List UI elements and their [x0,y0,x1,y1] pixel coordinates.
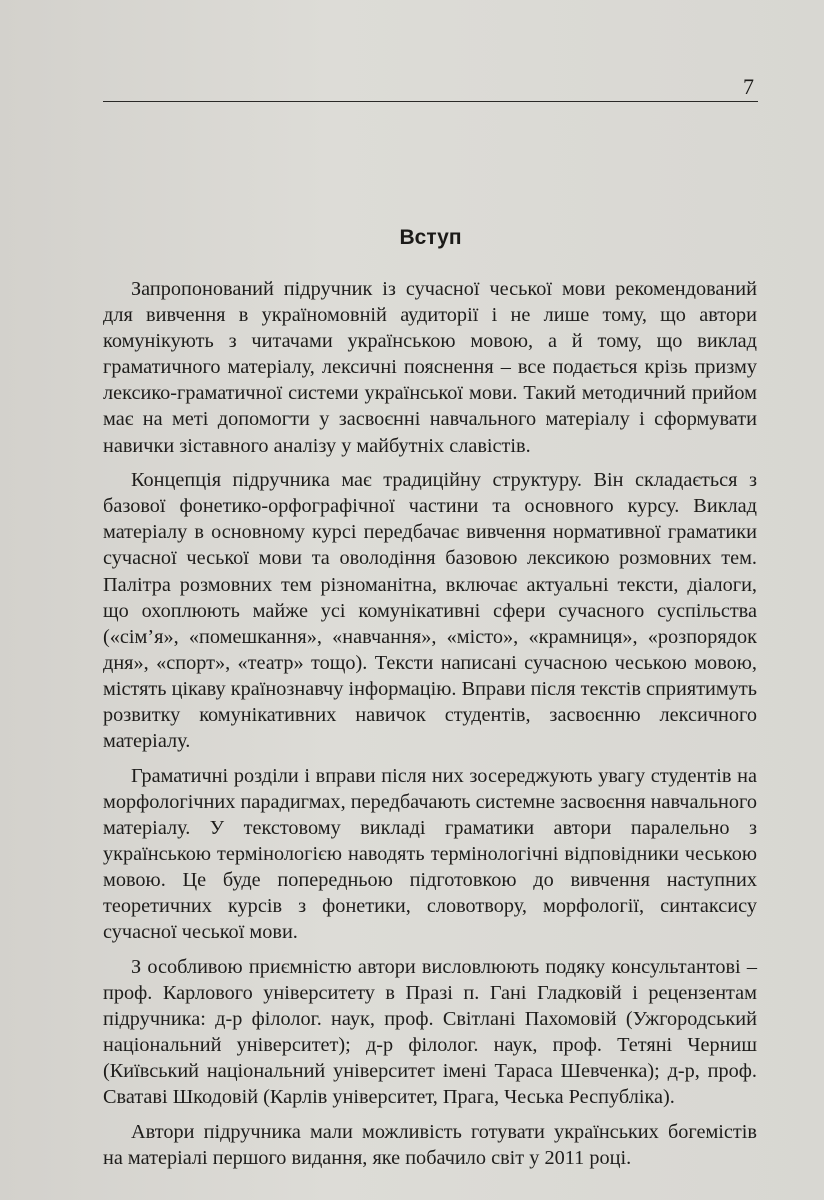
paragraph-first-edition: Автори підручника мали можливість готувати українських богемістів на матеріалі першого видання, яке побачило світ у 2011 році. [103,1120,757,1169]
paragraph-intro: Запропонований підручник із сучасної чеської мови рекомендований для вивчення в україномовній аудиторії і не лише тому, що автори комунікують з читачами українською мовою, а й тому, що виклад граматичного матеріалу, лексичні пояснення – все подається крізь призму лексико-граматичної системи української мови. Такий методичний прийом має на меті допомогти у засвоєнні навчального матеріалу і сформувати навички зіставного аналізу у майбутніх славістів. [103,278,757,457]
section-title: Вступ [399,226,462,249]
body-text [103,276,757,1180]
paragraph-grammar: Граматичні розділи і вправи після них зосереджують увагу студентів на морфологічних парадигмах, передбачають системне засвоєння навчального матеріалу. У текстовому викладі граматики автори паралельно з українською термінологією наводять термінологічні відповідники чеською мовою. Це буде попередньою підготовкою до вивчення наступних теоретичних курсів з фонетики, словотвору, морфології, синтаксису сучасної чеської мови. [103,764,757,944]
paragraph-structure: Концепція підручника має традиційну структуру. Він складається з базової фонетико-орфографічної частини та основного курсу. Виклад матеріалу в основному курсі передбачає вивчення нормативної граматики сучасної чеської мови та оволодіння базовою лексикою розмовних тем. Палітра розмовних тем різноманітна, включає актуальні тексти, діалоги, що охоплюють майже усі комунікативні сфери сучасного суспільства («сім’я», «помешкання», «навчання», «місто», «крамниця», «розпорядок дня», «спорт», «театр» тощо). Тексти написані сучасною чеською мовою, містять цікаву країнознавчу інформацію. Вправи після текстів сприятимуть розвитку комунікативних навичок студентів, засвоєнню лексичного матеріалу. [103,469,757,753]
paragraph-acknowledgements: З особливою приємністю автори висловлюють подяку консультантові – проф. Карлового університету в Празі п. Гані Гладковій і рецензентам підручника: д-р філолог. наук, проф. Світлані Пахомовій (Ужгородський національний університет); д-р філолог. наук, проф. Тетяні Черниш (Київський національний університет імені Тараса Шевченка); д-р, проф. Сватаві Шкодовій (Карлів університет, Прага, Чеська Республіка). [103,955,757,1109]
page-number: 7 [743,74,754,99]
header-rule [103,101,758,102]
